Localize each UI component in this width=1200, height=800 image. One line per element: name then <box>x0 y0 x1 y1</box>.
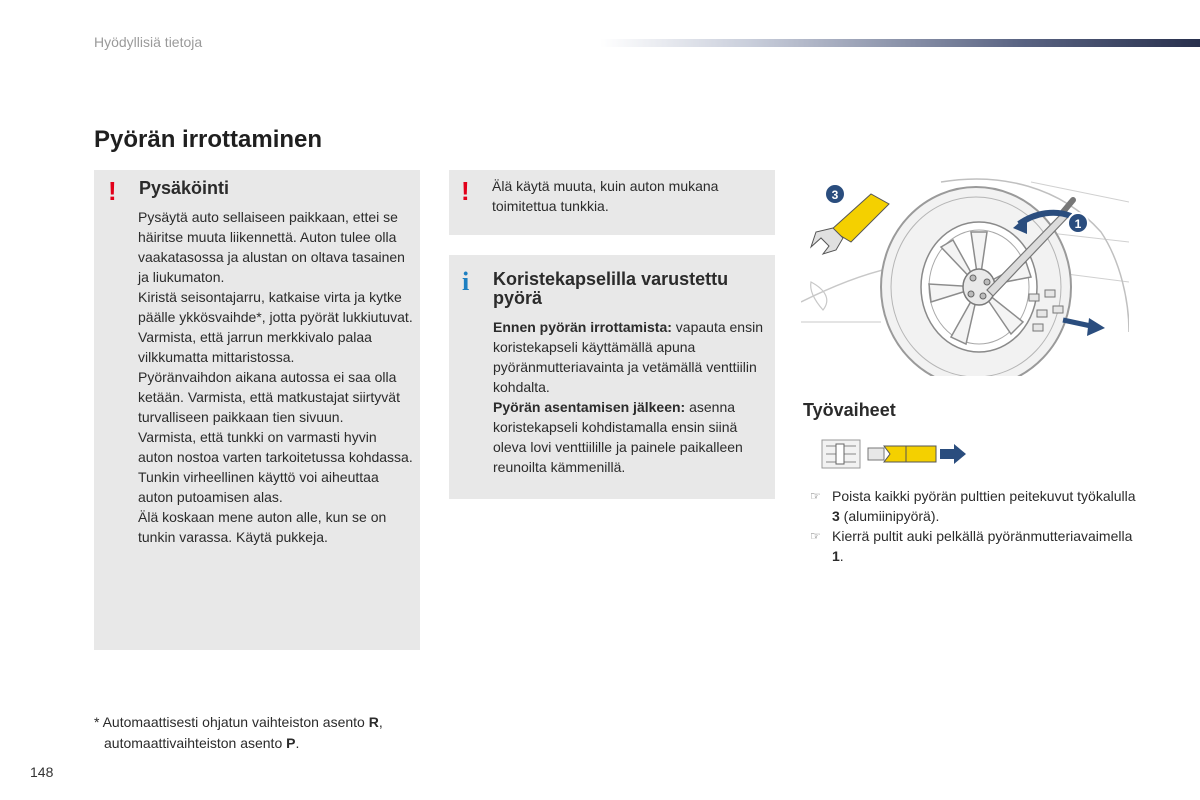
info-icon: i <box>462 267 470 296</box>
parking-heading: Pysäköinti <box>139 178 230 198</box>
parking-paragraph: Pysäytä auto sellaiseen paikkaan, ettei se häiritse muuta liikennettä. Auton tulee olla vaakatasossa ja alustan on oltava tasainen ja liukumaton. <box>138 209 405 285</box>
page-title: Pyörän irrottaminen <box>94 126 323 153</box>
tool-sequence-icon <box>820 436 970 472</box>
steps-list <box>810 486 1140 566</box>
footnote-text: * Automaattisesti ohjatun vaihteiston asento <box>94 714 369 730</box>
step-item <box>810 486 1140 526</box>
footnote <box>94 712 434 754</box>
step-item <box>810 526 1140 566</box>
parking-paragraph: Varmista, että jarrun merkkivalo palaa vilkkumatta mittaristossa. <box>138 329 372 365</box>
step-text: Kierrä pultit auki pelkällä pyöränmutteriavaimella <box>832 528 1133 544</box>
header-gradient-bar <box>600 39 1200 47</box>
hubcap-before-label: Ennen pyörän irrottamista: <box>493 319 672 335</box>
callout-1-label: 1 <box>1074 217 1082 231</box>
footnote-text-after: . <box>295 735 300 751</box>
step-tool-number: 1 <box>832 548 840 564</box>
footnote-gear-p: P <box>286 735 296 751</box>
step-text: Poista kaikki pyörän pulttien peitekuvut työkalulla <box>832 488 1136 504</box>
hubcap-before-paragraph <box>493 317 768 397</box>
hubcap-text <box>493 317 768 477</box>
parking-paragraph: Pyöränvaihdon aikana autossa ei saa olla ketään. Varmista, että matkustajat siirtyvät turvalliseen paikkaan tien sivuun. <box>138 369 400 425</box>
wheel-removal-illustration <box>801 172 1129 376</box>
hubcap-info-box <box>449 255 775 499</box>
footnote-text-after: , <box>378 714 383 730</box>
parking-text <box>138 207 414 547</box>
pointing-hand-icon: ☞ <box>810 489 821 503</box>
exclamation-icon: ! <box>461 176 470 206</box>
parking-paragraph: Kiristä seisontajarru, katkaise virta ja kytke päälle ykkösvaihde*, jotta pyörät lukkiutuvat. <box>138 289 413 325</box>
section-header-title: Hyödyllisiä tietoja <box>94 34 203 50</box>
hubcap-before-text: vapauta ensin koristekapseli käyttämällä apuna pyöränmutteriavainta ja vetämällä venttiilin kohdalta. <box>493 319 763 395</box>
hubcap-heading: Koristekapselilla varustettu pyörä <box>493 269 729 308</box>
pointing-hand-icon: ☞ <box>810 529 821 543</box>
step-text-after: (alumiinipyörä). <box>839 508 940 524</box>
jack-warning-text: Älä käytä muuta, kuin auton mukana toimitettua tunkkia. <box>492 178 719 214</box>
step-tool-number: 3 <box>832 508 840 524</box>
parking-paragraph: Tunkin virheellinen käyttö voi aiheuttaa auton putoamisen alas. <box>138 469 379 505</box>
hubcap-after-paragraph <box>493 397 768 477</box>
jack-warning-box <box>449 170 775 235</box>
footnote-line-1 <box>94 712 434 733</box>
page-number: 148 <box>30 764 54 780</box>
hubcap-after-label: Pyörän asentamisen jälkeen: <box>493 399 686 415</box>
exclamation-icon: ! <box>108 176 117 206</box>
steps-heading: Työvaiheet <box>803 400 896 420</box>
footnote-text: automaattivaihteiston asento <box>104 735 287 751</box>
parking-warning-box <box>94 170 420 650</box>
footnote-gear-r: R <box>368 714 379 730</box>
callout-3-label: 3 <box>831 188 839 202</box>
hubcap-after-text: asenna koristekapseli kohdistamalla ensin siinä oleva lovi venttiilille ja painele paikalleen reunoilta kämmenillä. <box>493 399 743 475</box>
step-text-after: . <box>839 548 844 564</box>
parking-paragraph: Varmista, että tunkki on varmasti hyvin auton nostoa varten tarkoitetussa kohdassa. <box>138 429 413 465</box>
footnote-line-2 <box>94 733 434 754</box>
parking-paragraph: Älä koskaan mene auton alle, kun se on tunkin varassa. Käytä pukkeja. <box>138 509 387 545</box>
